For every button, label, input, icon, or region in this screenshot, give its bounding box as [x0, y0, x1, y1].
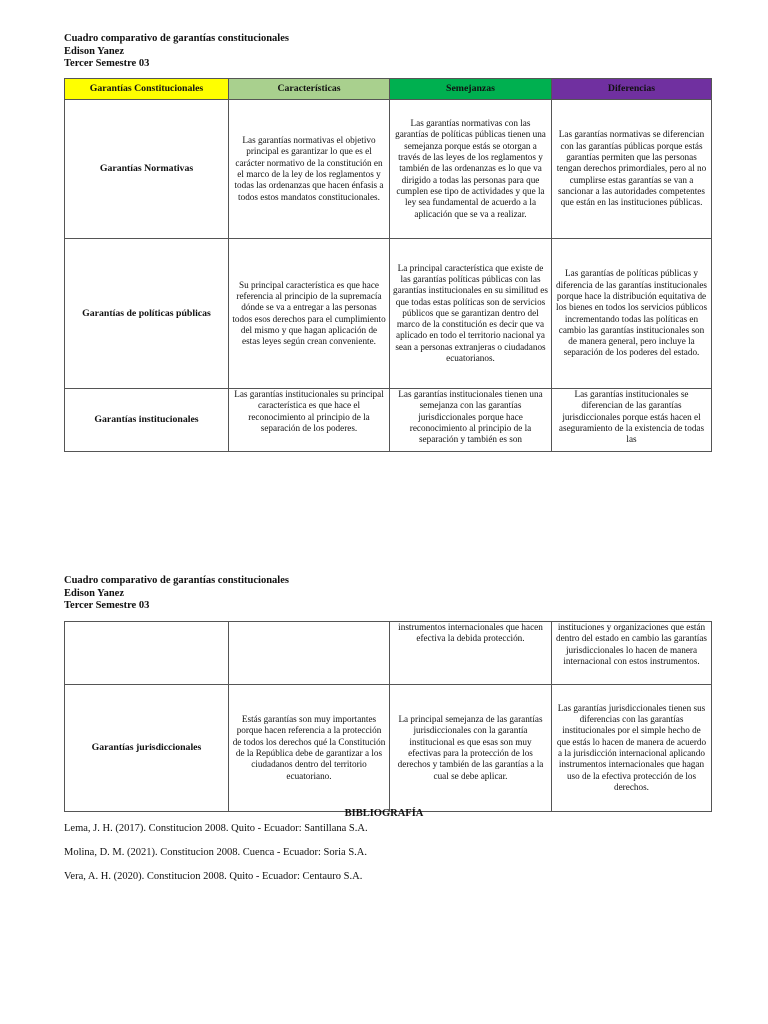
table-row	[65, 100, 712, 239]
page1-header	[64, 33, 289, 71]
cell-caracteristicas: Las garantías normativas el objetivo principal es garantizar lo que es el carácter normativo de la constitución en el marco de la ley de los reglamentos y todas las ordenanzas que hacen énfasis a todos estos mandatos constitucionales.	[229, 100, 390, 239]
cell-diferencias: Las garantías normativas se diferencian con las garantías públicas porque estás garantías permiten que las personas tengan derechos primordiales, pero al no cumplirse estas garantías se van a sancionar a las autoridades competentes que están en las instituciones públicas.	[552, 100, 712, 239]
table-header-row	[65, 79, 712, 100]
page2-header	[64, 575, 289, 613]
table-row	[65, 622, 712, 685]
bibliography-title: BIBLIOGRAFÍA	[344, 808, 424, 819]
bibliography-entry: Molina, D. M. (2021). Constitucion 2008. Cuenca - Ecuador: Soria S.A.	[64, 847, 368, 858]
column-header-garantias: Garantías Constitucionales	[65, 79, 229, 100]
doc-semester: Tercer Semestre 03	[64, 600, 150, 611]
column-header-diferencias: Diferencias	[552, 79, 712, 100]
row-label-normativas: Garantías Normativas	[65, 100, 229, 239]
doc-semester: Tercer Semestre 03	[64, 58, 150, 69]
row-label-politicas-publicas: Garantías de políticas públicas	[65, 239, 229, 389]
cell-empty	[229, 622, 390, 685]
cell-semejanzas: La principal característica que existe de las garantías políticas públicas con las garantías institucionales en su similitud es que todas estas políticas son de servicios públicos que se garantizan dentro del marco de la constitución es decir que va aplicado en todo el territorio nacional ya sean a personas extranjeras o ciudadanos ecuatorianos.	[390, 239, 552, 389]
doc-author: Edison Yanez	[64, 45, 125, 57]
cell-diferencias: instituciones y organizaciones que están dentro del estado en cambio las garantías jurisdiccionales lo hacen de manera internacional con estos instrumentos.	[552, 622, 712, 685]
doc-author: Edison Yanez	[64, 587, 125, 599]
cell-empty	[65, 622, 229, 685]
cell-semejanzas: La principal semejanza de las garantías jurisdiccionales con la garantía institucional es que esas son muy efectivas para la protección de los derechos y también de las garantías a la cual se debe aplicar.	[390, 685, 552, 812]
row-label-institucionales: Garantías institucionales	[65, 389, 229, 452]
cell-semejanzas: Las garantías normativas con las garantías de políticas públicas tienen una semejanza porque estás se otorgan a través de las leyes de los reglamentos y también de las ordenanzas es lo que va dirigido a todas las personas para que cumplen ese tipo de actividades y que la ley sea fundamental de acuerdo a la aplicación que se va a realizar.	[390, 100, 552, 239]
cell-caracteristicas: Su principal característica es que hace referencia al principio de la supremacía dónde se va a entregar a las personas todos esos derechos para el cumplimiento del mismo y que hagan aplicación de estas leyes según crean conveniente.	[229, 239, 390, 389]
bibliography-entry: Vera, A. H. (2020). Constitucion 2008. Quito - Ecuador: Centauro S.A.	[64, 871, 363, 882]
doc-title: Cuadro comparativo de garantías constitucionales	[64, 33, 289, 44]
column-header-semejanzas: Semejanzas	[390, 79, 552, 100]
cell-caracteristicas: Estás garantías son muy importantes porque hacen referencia a la protección de todos los derechos qué la Constitución de la República debe de garantizar a los ciudadanos dentro del territorio ecuatoriano.	[229, 685, 390, 812]
comparison-table-continued	[64, 621, 712, 812]
cell-diferencias: Las garantías institucionales se diferencian de las garantías jurisdiccionales porque estás hacen el aseguramiento de la existencia de todas las	[552, 389, 712, 452]
cell-diferencias: Las garantías de políticas públicas y diferencia de las garantías institucionales porque hace la distribución equitativa de los bienes en todos los servicios públicos incrementando todas las políticas en cambio las garantías institucionales son de manera general, pero incluye la separación de los poderes del estado.	[552, 239, 712, 389]
bibliography-entry: Lema, J. H. (2017). Constitucion 2008. Quito - Ecuador: Santillana S.A.	[64, 823, 368, 834]
doc-title: Cuadro comparativo de garantías constitucionales	[64, 575, 289, 586]
table-row	[65, 685, 712, 812]
cell-semejanzas: instrumentos internacionales que hacen efectiva la debida protección.	[390, 622, 552, 685]
row-label-jurisdiccionales: Garantías jurisdiccionales	[65, 685, 229, 812]
cell-diferencias: Las garantías jurisdiccionales tienen sus diferencias con las garantías institucionales por el simple hecho de que estás lo hacen de manera de acuerdo a la jurisdicción internacional aplicando instrumentos internacionales que hagan uso de la efectiva protección de los derechos.	[552, 685, 712, 812]
cell-semejanzas: Las garantías institucionales tienen una semejanza con las garantías jurisdiccionales porque hace reconocimiento al principio de la separación y también es son	[390, 389, 552, 452]
column-header-caracteristicas: Características	[229, 79, 390, 100]
table-row	[65, 389, 712, 452]
table-row	[65, 239, 712, 389]
cell-caracteristicas: Las garantías institucionales su principal característica es que hace el reconocimiento al principio de la separación de los poderes.	[229, 389, 390, 452]
comparison-table	[64, 78, 712, 452]
